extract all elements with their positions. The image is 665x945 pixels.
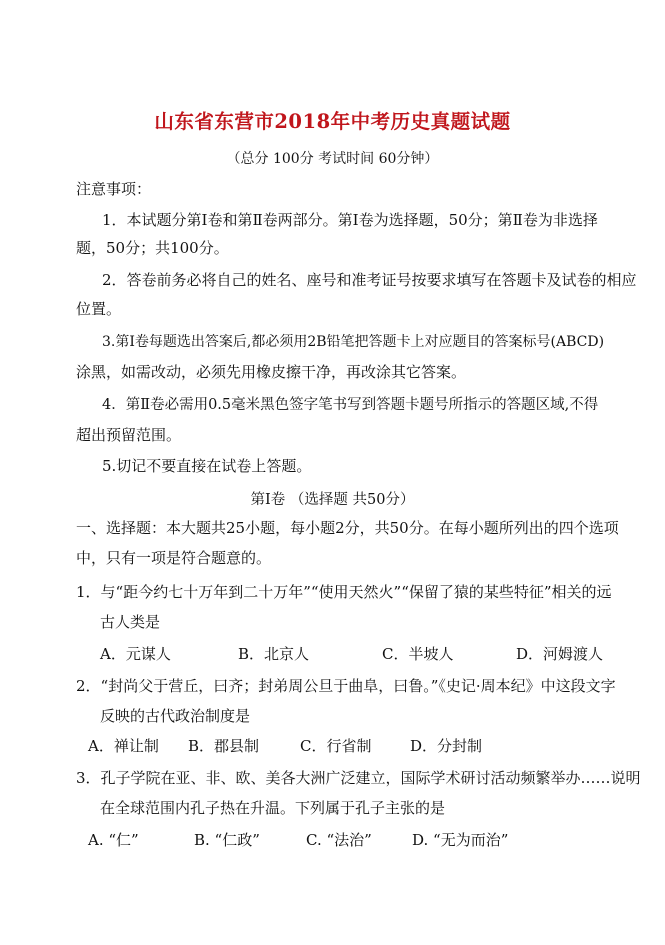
- notice-2-line-2: 位置。: [76, 300, 122, 318]
- notice-1-line-2: 题，50分；共100分。: [76, 239, 229, 257]
- option-b: B．北京人: [238, 645, 310, 663]
- option-d: D. “无为而治”: [412, 831, 509, 849]
- option-d: D．河姆渡人: [516, 645, 604, 663]
- question-3-options: [88, 830, 588, 852]
- notice-3-line-2: 涂黑，如需改动，必须先用橡皮擦干净，再改涂其它答案。: [76, 363, 467, 381]
- part-intro-line-2: 中，只有一项是符合题意的。: [76, 549, 272, 567]
- option-b: B．郡县制: [188, 737, 260, 755]
- notice-heading: 注意事项：: [76, 180, 152, 198]
- notice-2-line-1: 2．答卷前务必将自己的姓名、座号和准考证号按要求填写在答题卡及试卷的相应: [102, 271, 637, 289]
- question-1-line-2: 古人类是: [100, 613, 161, 631]
- section-title: 第Ⅰ卷 （选择题 共50分）: [250, 492, 415, 508]
- question-2-line-1: 2．“封尚父于营丘，曰齐；封弟周公旦于曲阜，曰鲁。”《史记·周本纪》中这段文字: [76, 677, 616, 695]
- question-3-line-2: 在全球范围内孔子热在升温。下列属于孔子主张的是: [100, 799, 446, 817]
- question-3-line-1: 3．孔子学院在亚、非、欧、美各大洲广泛建立，国际学术研讨活动频繁举办……说明: [76, 769, 641, 787]
- page-title: 山东省东营市2018年中考历史真题试题: [154, 110, 511, 133]
- part-intro-line-1: 一、选择题：本大题共25小题，每小题2分，共50分。在每小题所列出的四个选项: [76, 519, 619, 537]
- question-2-line-2: 反映的古代政治制度是: [100, 707, 251, 725]
- option-c: C．行省制: [300, 737, 372, 755]
- option-b: B. “仁政”: [194, 831, 260, 849]
- option-a: A．禅让制: [88, 737, 159, 755]
- question-1-options: [100, 644, 604, 666]
- notice-3-line-1: 3.第Ⅰ卷每题选出答案后,都必须用2B铅笔把答题卡上对应题目的答案标号(ABCD): [102, 334, 605, 350]
- page-subtitle: （总分 100分 考试时间 60分钟）: [226, 151, 439, 167]
- option-d: D．分封制: [410, 737, 483, 755]
- question-2-options: [88, 736, 588, 758]
- notice-1-line-1: 1．本试题分第Ⅰ卷和第Ⅱ卷两部分。第Ⅰ卷为选择题，50分；第Ⅱ卷为非选择: [102, 211, 598, 229]
- question-1-line-1: 1．与“距今约七十万年到二十万年”“使用天然火”“保留了猿的某些特征”相关的远: [76, 583, 612, 601]
- notice-4-line-2: 超出预留范围。: [76, 426, 182, 444]
- notice-5: 5.切记不要直接在试卷上答题。: [102, 457, 312, 475]
- option-a: A．元谋人: [100, 645, 171, 663]
- notice-4-line-1: 4．第Ⅱ卷必需用0.5毫米黑色签字笔书写到答题卡题号所指示的答题区域,不得: [102, 397, 599, 413]
- option-c: C. “法治”: [306, 831, 372, 849]
- option-a: A. “仁”: [88, 831, 139, 849]
- option-c: C．半坡人: [382, 645, 454, 663]
